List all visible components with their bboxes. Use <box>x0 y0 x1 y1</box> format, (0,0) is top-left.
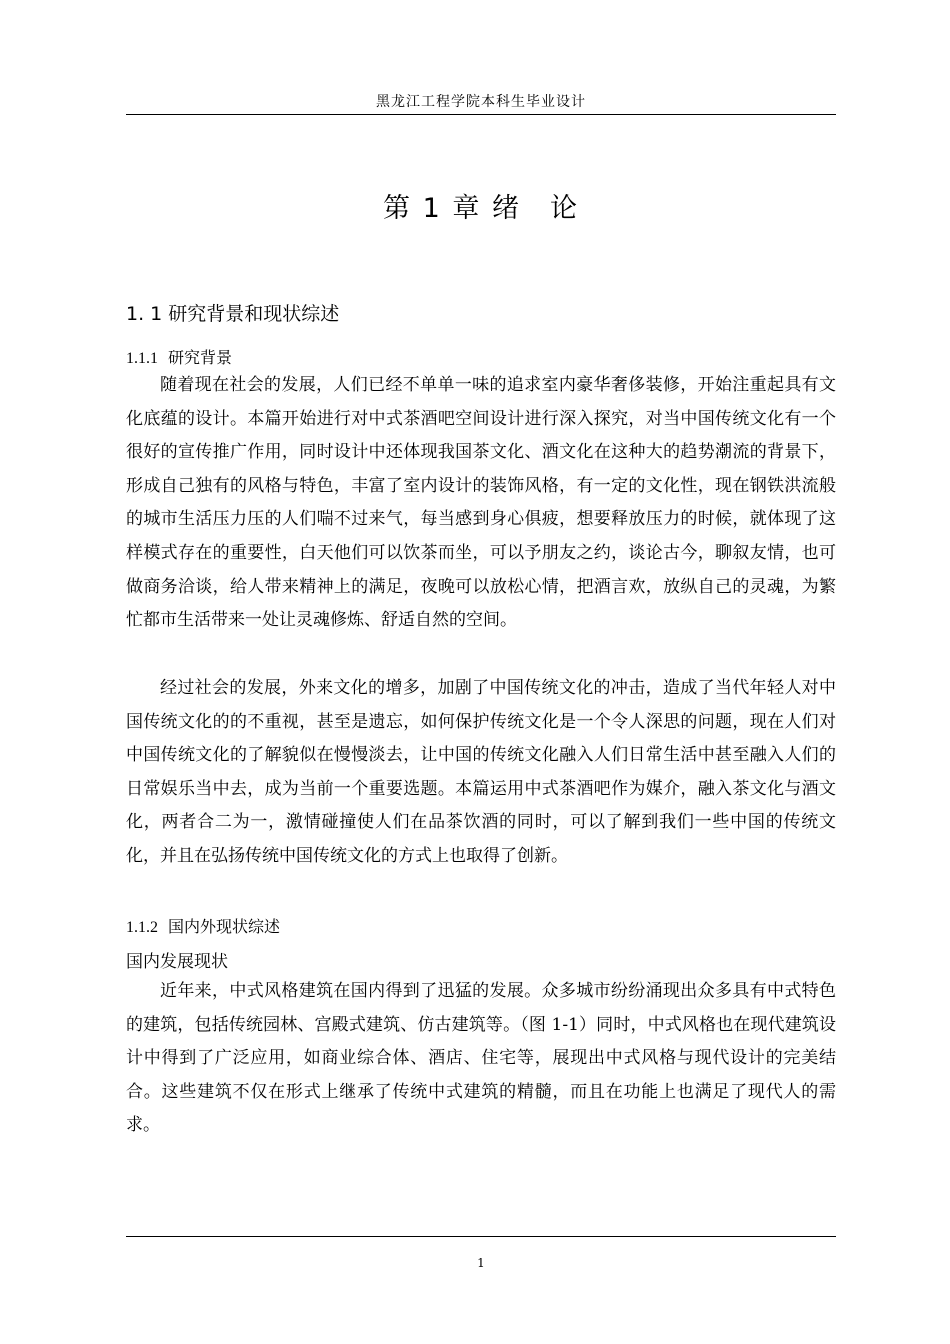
running-header: 黑龙江工程学院本科生毕业设计 <box>376 94 586 110</box>
paragraph: 近年来，中式风格建筑在国内得到了迅猛的发展。众多城市纷纷涌现出众多具有中式特色的建筑，包括传统园林、宫殿式建筑、仿古建筑等。（图 1-1）同时，中式风格也在现代建筑设计中得到了广泛应用，如商业综合体、酒店、住宅等，展现出中式风格与现代设计的完美结合。这些建筑不仅在形式上继承了传统中式建筑的精髓，而且在功能上也满足了现代人的需求。 <box>126 981 836 1136</box>
subsection-heading-1-1-2 <box>126 914 280 937</box>
subheading-domestic: 国内发展现状 <box>126 952 228 972</box>
paragraph: 随着现在社会的发展，人们已经不单单一味的追求室内豪华奢侈装修，开始注重起具有文化底蕴的设计。本篇开始进行对中式茶酒吧空间设计进行深入探究，对当中国传统文化有一个很好的宣传推广作用，同时设计中还体现我国茶文化、酒文化在这种大的趋势潮流的背景下，形成自己独有的风格与特色，丰富了室内设计的装饰风格，有一定的文化性，现在钢铁洪流般的城市生活压力压的人们喘不过来气，每当感到身心俱疲，想要释放压力的时候，就体现了这样模式存在的重要性，白天他们可以饮茶而坐，可以予朋友之约，谈论古今，聊叙友情，也可做商务洽谈，给人带来精神上的满足，夜晚可以放松心情，把酒言欢，放纵自己的灵魂，为繁忙都市生活带来一处让灵魂修炼、舒适自然的空间。 <box>126 375 836 631</box>
section-heading-1-1: 1. 1 研究背景和现状综述 <box>126 303 340 325</box>
subsection-heading-1-1-1 <box>126 345 232 368</box>
footer-divider <box>126 1236 836 1237</box>
paragraph: 经过社会的发展，外来文化的增多，加剧了中国传统文化的冲击，造成了当代年轻人对中国传统文化的的不重视，甚至是遗忘，如何保护传统文化是一个令人深思的问题，现在人们对中国传统文化的了解貌似在慢慢淡去，让中国的传统文化融入人们日常生活中甚至融入人们的日常娱乐当中去，成为当前一个重要选题。本篇运用中式茶酒吧作为媒介，融入茶文化与酒文化，两者合二为一，激情碰撞使人们在品茶饮酒的同时，可以了解到我们一些中国的传统文化，并且在弘扬传统中国传统文化的方式上也取得了创新。 <box>126 678 836 866</box>
header-divider <box>126 114 836 115</box>
chapter-title: 第 1 章 绪 论 <box>383 193 579 224</box>
page-number: 1 <box>477 1256 485 1270</box>
subsection-title: 研究背景 <box>168 348 233 367</box>
subsection-title: 国内外现状综述 <box>168 917 281 936</box>
subsection-number: 1.1.2 <box>126 919 158 936</box>
subsection-number: 1.1.1 <box>126 350 158 367</box>
